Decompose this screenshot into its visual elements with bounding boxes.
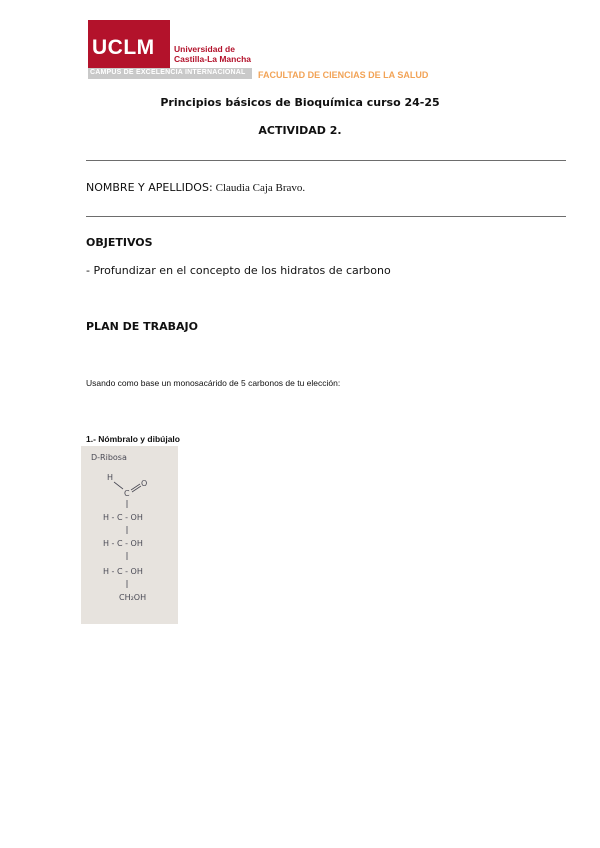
carbon-row-4: H - C - OH [103,567,143,576]
terminal-group: CH₂OH [119,593,147,602]
divider-bottom [86,216,566,217]
carbon-row-3: H - C - OH [103,539,143,548]
university-name-line1: Universidad de [174,44,235,54]
bond-double-2 [132,486,141,492]
divider-top [86,160,566,161]
bond-h-c [114,482,123,489]
objectives-heading: OBJETIVOS [86,236,153,249]
aldehyde-c: C [124,489,130,498]
course-title: Principios básicos de Bioquímica curso 24-25 [160,96,440,109]
ribose-structure-drawing [81,446,178,624]
plan-heading: PLAN DE TRABAJO [86,320,198,333]
instruction-text: Usando como base un monosacárido de 5 carbonos de tu elección: [86,378,341,388]
bond-double-1 [131,484,140,490]
faculty-label: FACULTAD DE CIENCIAS DE LA SALUD [258,70,429,80]
drawing-title: D-Ribosa [91,453,127,462]
name-value: Claudia Caja Bravo. [215,182,306,194]
activity-title: ACTIVIDAD 2. [258,124,342,137]
aldehyde-o: O [141,479,148,488]
uclm-logo-mark: UCLM [92,36,155,59]
name-label: NOMBRE Y APELLIDOS: [86,181,213,194]
name-row [86,181,305,194]
ribose-drawing-photo [81,446,178,624]
carbon-row-2: H - C - OH [103,513,143,522]
task-1-label: 1.- Nómbralo y dibújalo [86,434,180,444]
aldehyde-h: H [107,473,114,482]
university-name [174,44,264,64]
objective-item: - Profundizar en el concepto de los hidratos de carbono [86,264,391,277]
university-name-line2: Castilla-La Mancha [174,54,251,64]
campus-label: CAMPUS DE EXCELENCIA INTERNACIONAL [90,69,246,76]
